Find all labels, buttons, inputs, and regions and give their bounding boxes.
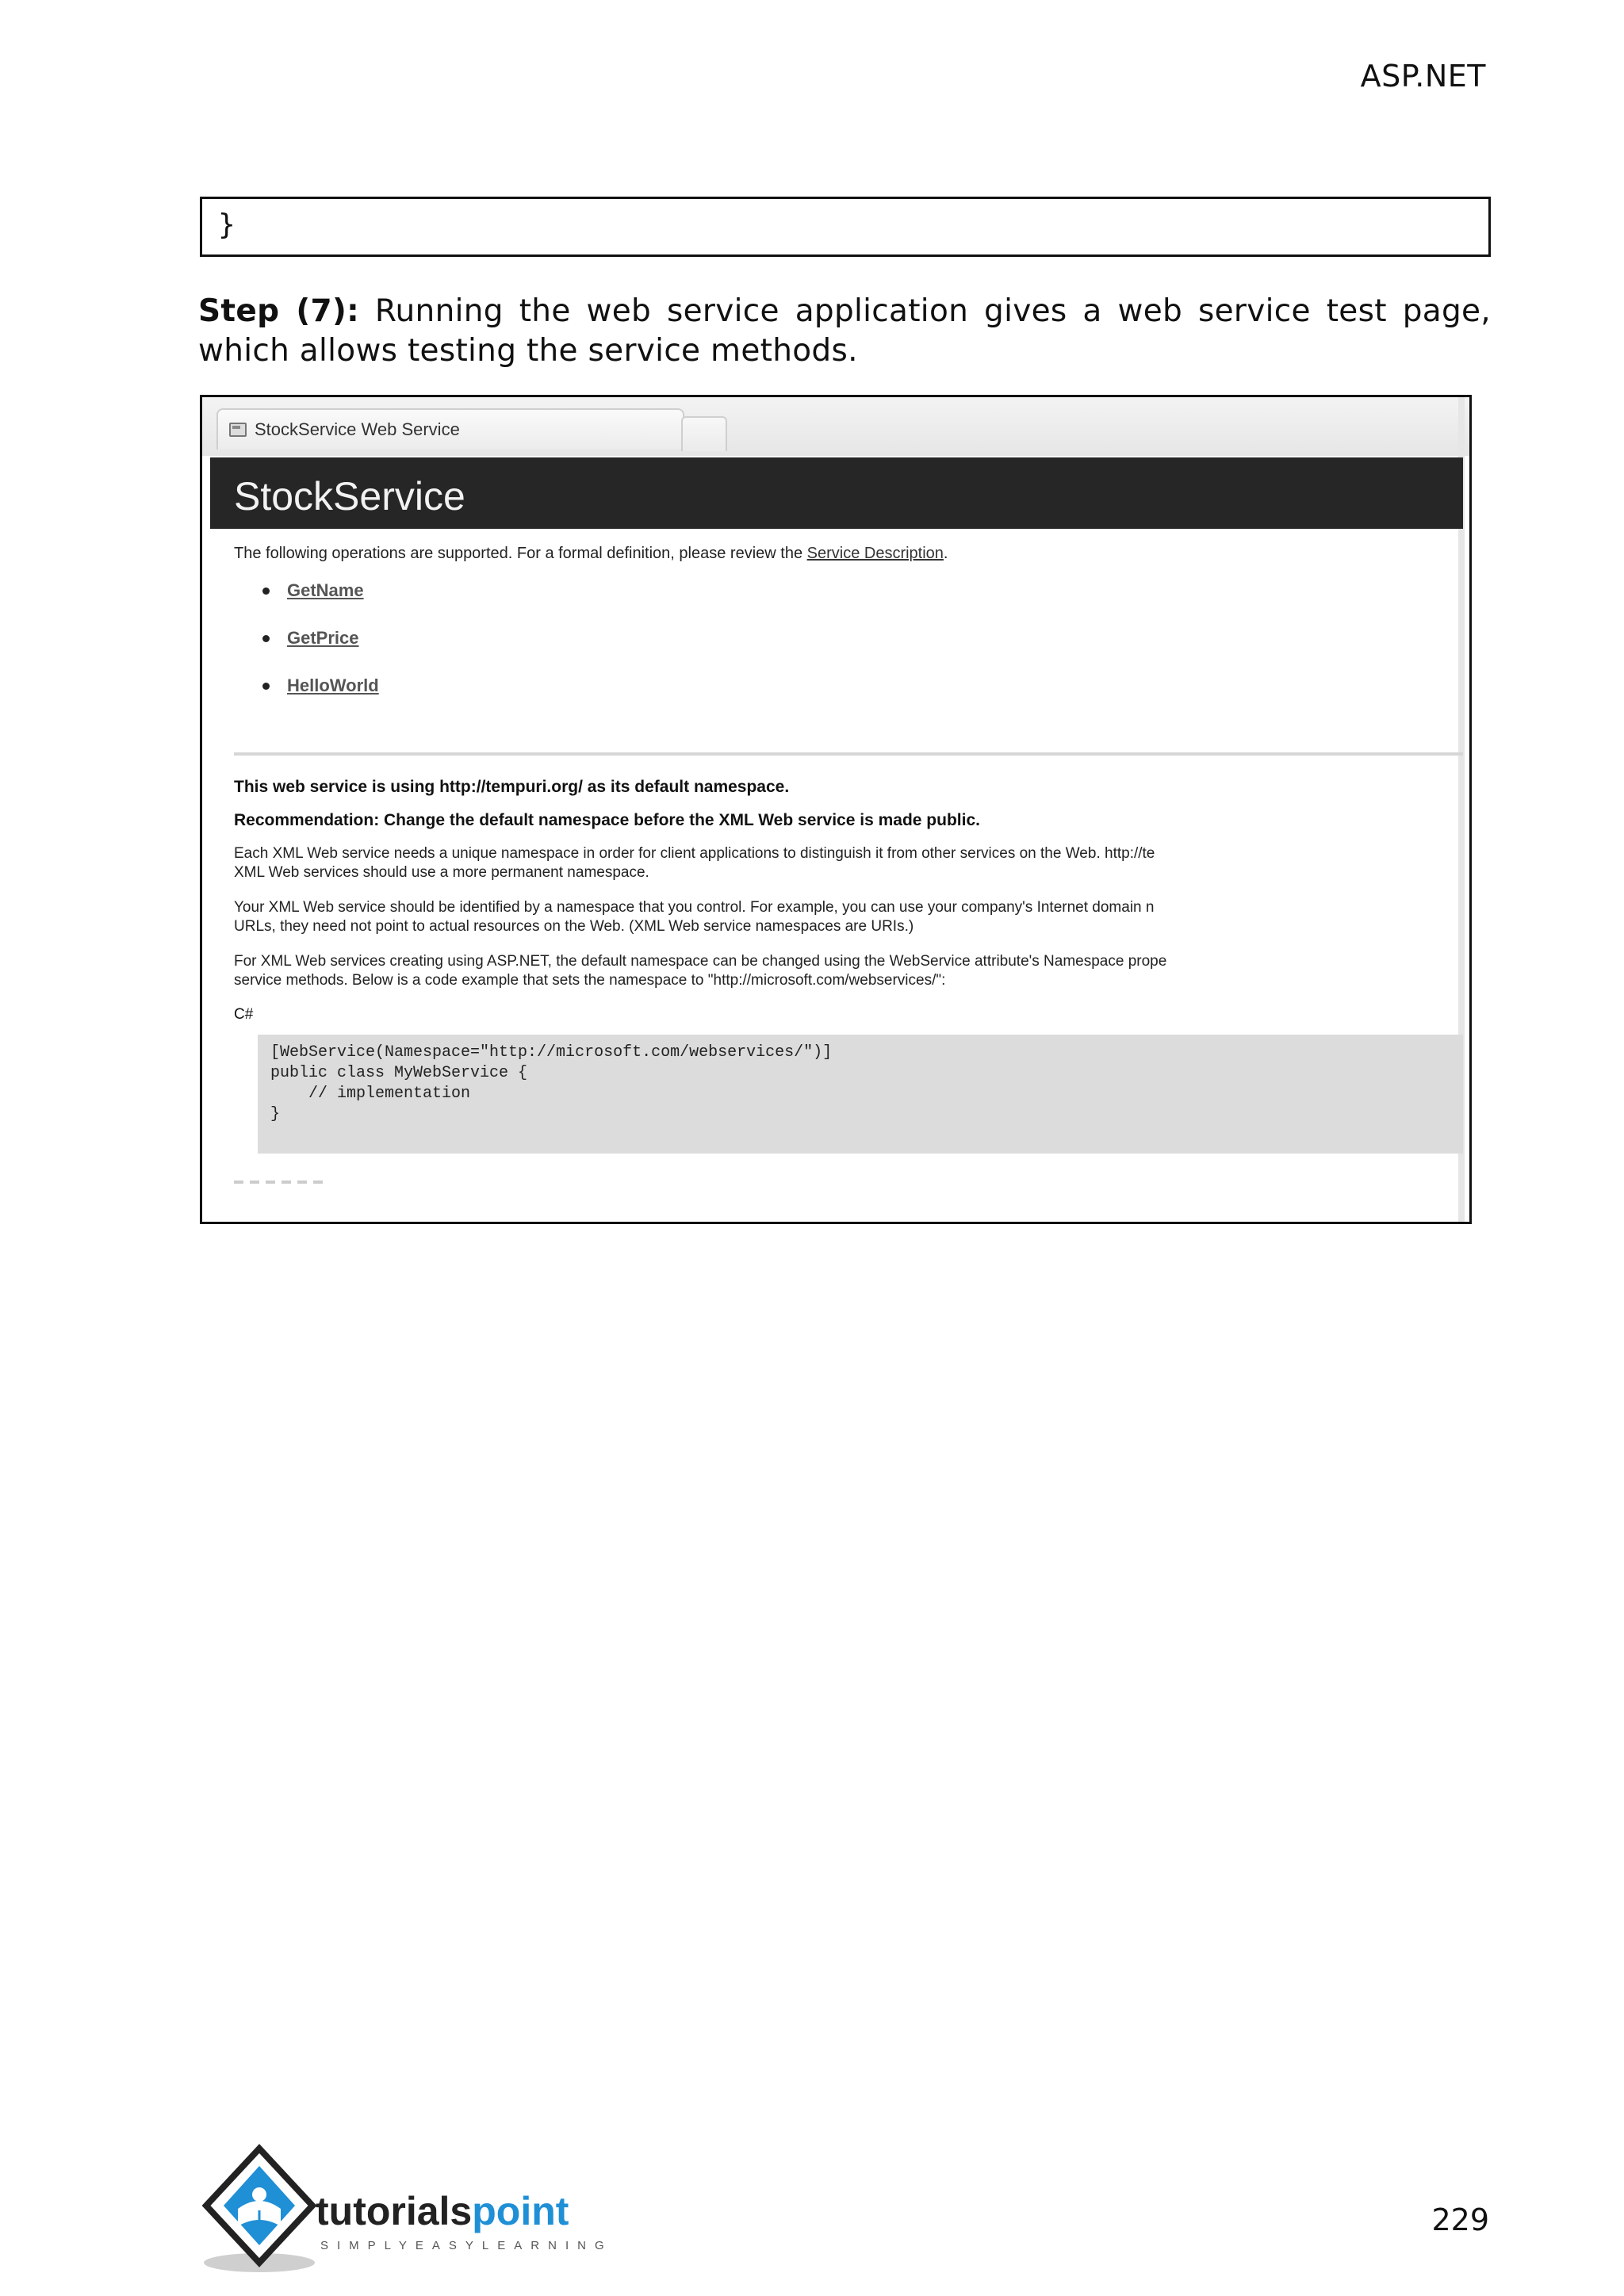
list-item [234,628,1469,649]
service-banner [210,457,1463,529]
tutorialspoint-logo [200,2144,620,2279]
bullet-icon [262,683,270,690]
new-tab-button[interactable] [681,416,727,451]
webservice-screenshot [200,395,1472,1224]
service-description-link[interactable]: Service Description [806,545,944,562]
cutoff-text-line [234,1181,329,1184]
list-item [234,580,1469,601]
step-description: Running the web service application gives a web service test page, which allows testing the service methods. [198,293,1491,369]
operation-link-getname[interactable]: GetName [287,580,364,600]
namespace-heading: This web service is using http://tempuri.org/ as its default namespace. [234,778,790,796]
page-number: 229 [1431,2202,1489,2237]
section-divider [234,752,1463,756]
operations-intro [234,545,1469,563]
step-label: Step (7): [198,293,359,329]
browser-tab-bar [202,397,1469,456]
code-language-label: C# [234,1006,254,1023]
operations-intro-end: . [943,545,948,562]
logo-word-blue: point [472,2189,569,2233]
header-title: ASP.NET [1360,59,1486,94]
namespace-paragraph-2: Your XML Web service should be identified by a namespace that you control. For example, you can use your company's Internet domain n URLs, they need not point to actual resources on the Web. (XML Web service namespaces are URIs.) [234,899,1155,935]
page-icon [229,423,247,437]
bullet-icon [262,635,270,642]
logo-wordmark [316,2188,569,2234]
logo-tagline: SIMPLYEASYLEARNING [320,2239,613,2252]
code-snippet-text: } [218,209,236,241]
operations-section [234,545,1469,723]
operations-list [234,580,1469,696]
code-snippet-box [200,197,1491,257]
step-paragraph [198,292,1491,371]
browser-tab-title: StockService Web Service [255,419,460,439]
namespace-paragraph-1: Each XML Web service needs a unique namespace in order for client applications to distinguish it from other services on the Web. http://te XML Web services should use a more permanent namespace. [234,845,1155,881]
service-title: StockService [234,474,465,519]
operation-link-helloworld[interactable]: HelloWorld [287,675,379,695]
namespace-paragraph-3: For XML Web services creating using ASP.NET, the default namespace can be changed using the WebService attribute's Namespace prope service methods. Below is a code example that sets the namespace to "http://microsoft.com/webservices/": [234,953,1167,989]
recommendation-heading: Recommendation: Change the default namespace before the XML Web service is made public. [234,811,980,829]
browser-tab[interactable] [216,408,684,450]
code-sample: [WebService(Namespace="http://microsoft.com/webservices/")] public class MyWebService { // implementation } [258,1035,1463,1154]
list-item [234,675,1469,696]
operation-link-getprice[interactable]: GetPrice [287,628,359,648]
operations-intro-text: The following operations are supported. For a formal definition, please review the [234,545,807,562]
logo-word-dark: tutorials [316,2189,473,2233]
logo-diamond-icon [200,2144,319,2279]
bullet-icon [262,587,270,595]
namespace-section [234,778,1469,1184]
